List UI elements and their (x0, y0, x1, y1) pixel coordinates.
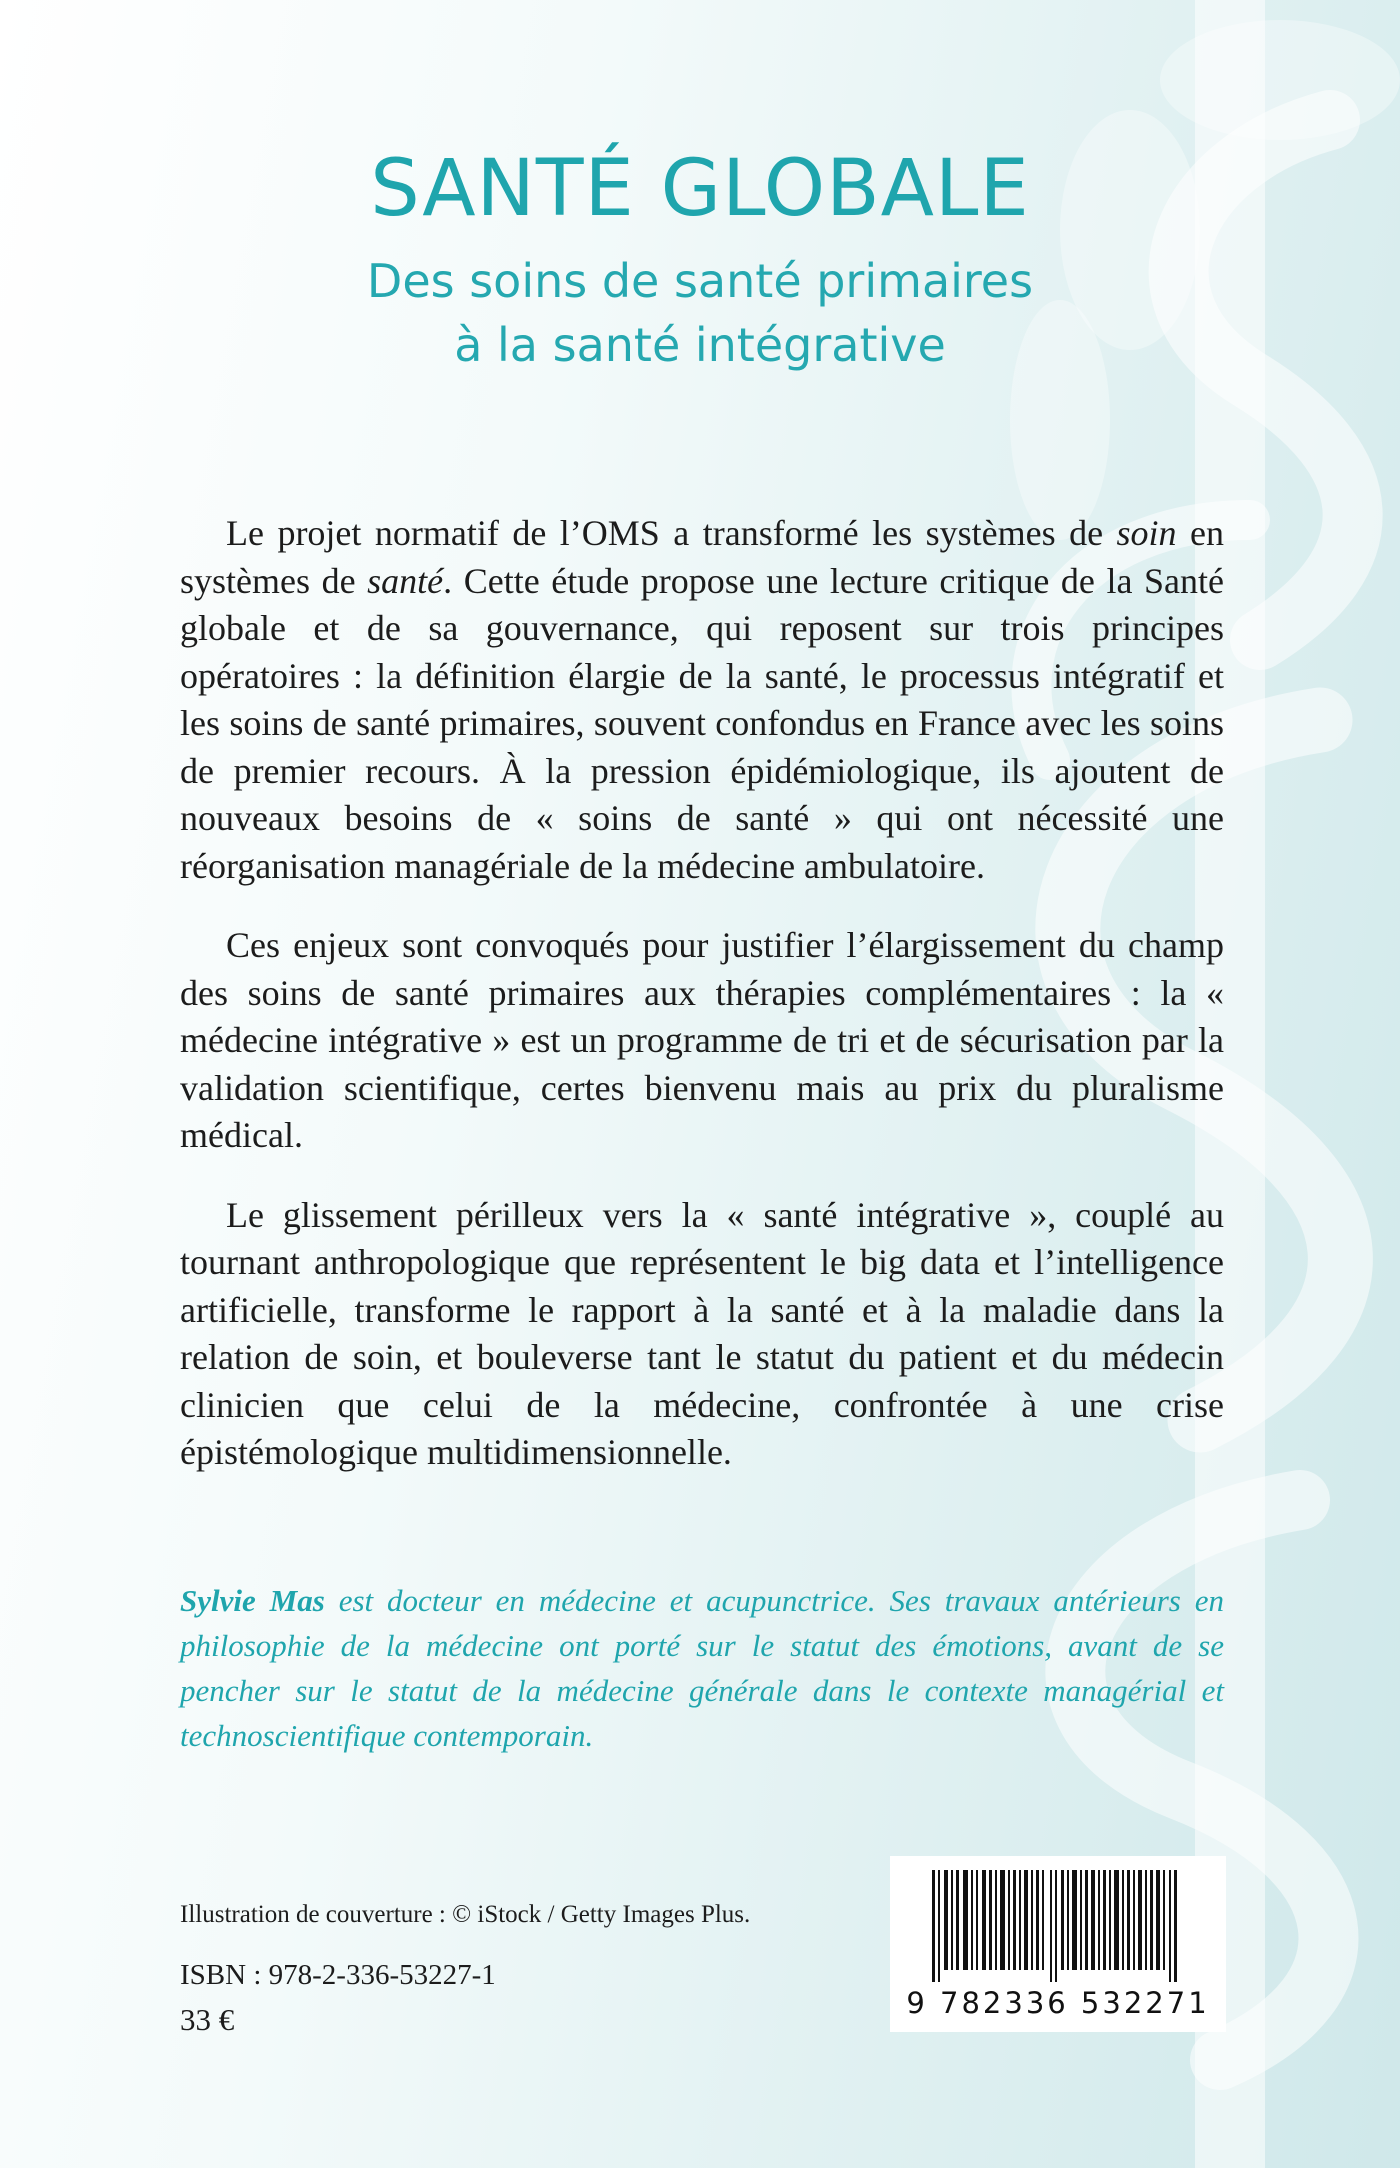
author-bio (180, 1578, 1224, 1758)
p1-part1: Le projet normatif de l’OMS a transformé les systèmes de (226, 513, 1117, 553)
isbn: ISBN : 978-2-336-53227-1 (180, 1959, 496, 1991)
book-title: SANTÉ GLOBALE (370, 144, 1030, 234)
p1-emphasis-sante: santé (367, 560, 444, 601)
book-subtitle-line2: à la santé intégrative (454, 318, 946, 372)
barcode-digits: 9 782336 532271 (906, 1986, 1210, 2020)
p1-part2: en systèmes de (180, 513, 1224, 601)
p1-emphasis-soin: soin (1116, 513, 1177, 553)
summary-text (180, 510, 1224, 1509)
author-name: Sylvie Mas (180, 1583, 325, 1618)
summary-paragraph-3: Le glissement périlleux vers la « santé intégrative », couplé au tournant anthropologique que représentent le big data et l’intelligence artificielle, transforme le rapport à la santé et à la maladie dans la relation de soin, et bouleverse tant le statut du patient et du médecin clinicien que celui de la médecine, confrontée à une crise épistémologique multidimensionnelle. (180, 1194, 1224, 1472)
price: 33 € (180, 2002, 235, 2037)
author-bio-text: est docteur en médecine et acupunctrice. Ses travaux antérieurs en philosophie de la médecine ont porté sur le statut des émotions, avant de se pencher sur le statut de la médecine générale dans le contexte managérial et technoscientifique contemporain. (180, 1583, 1225, 1753)
p1-part3: . Cette étude propose une lecture critique de la Santé globale et de sa gouvernance, qui reposent sur trois principes opératoires : la définition élargie de la santé, le processus intégratif et les soins de santé primaires, souvent confondus en France avec les soins de premier recours. À la pression épidémiologique, ils ajoutent de nouveaux besoins de « soins de santé » qui ont nécessité une réorganisation managériale de la médecine ambulatoire. (180, 560, 1224, 886)
illustration-credit: Illustration de couverture : © iStock / Getty Images Plus. (180, 1901, 751, 1928)
book-subtitle-line1: Des soins de santé primaires (366, 254, 1034, 308)
summary-paragraph-2: Ces enjeux sont convoqués pour justifier l’élargissement du champ des soins de santé primaires aux thérapies complémentaires : la « médecine intégrative » est un programme de tri et de sécurisation par la validation scientifique, certes bienvenu mais au prix du pluralisme médical. (180, 925, 1224, 1155)
summary-paragraph-1 (180, 510, 1224, 890)
barcode (890, 1856, 1226, 2032)
